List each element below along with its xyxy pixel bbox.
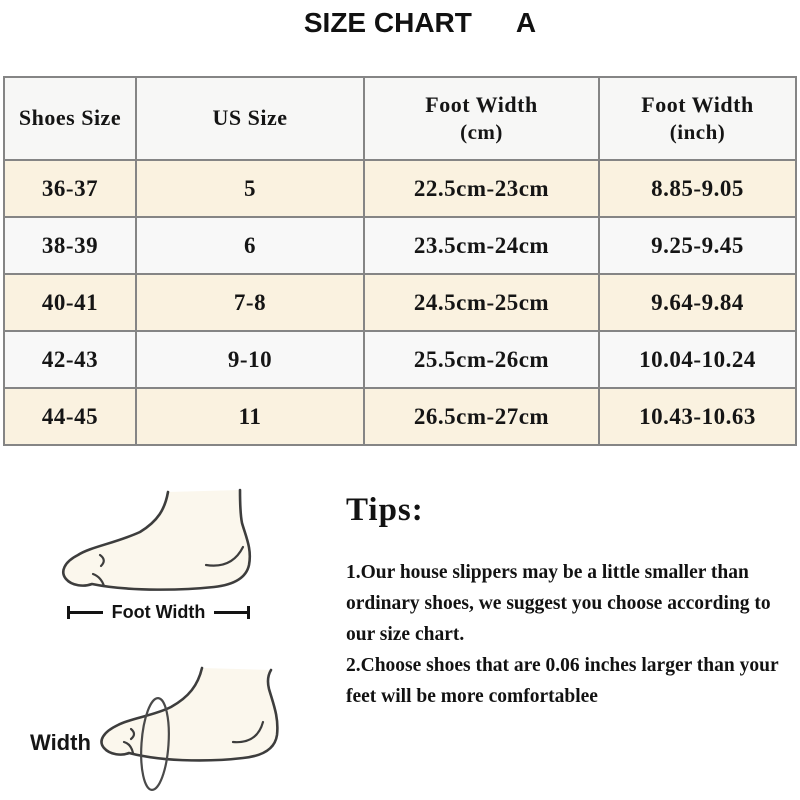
- column-header-us-size: [136, 77, 364, 160]
- table-cell: 36-37: [4, 160, 136, 217]
- column-header-shoes-size: [4, 77, 136, 160]
- table-cell: 9.64-9.84: [599, 274, 796, 331]
- page-title: [0, 7, 800, 39]
- dimension-segment: [214, 611, 247, 614]
- header-label: US Size: [212, 105, 288, 131]
- table-cell: 10.04-10.24: [599, 331, 796, 388]
- column-header-foot-width-inch: [599, 77, 796, 160]
- size-chart-table: [3, 76, 797, 446]
- foot-outline: [102, 668, 278, 760]
- table-row: [4, 217, 796, 274]
- dimension-segment: [70, 611, 103, 614]
- title-main: SIZE CHART: [303, 7, 472, 38]
- table-cell: 9.25-9.45: [599, 217, 796, 274]
- table-cell: 38-39: [4, 217, 136, 274]
- width-label: Width: [30, 730, 91, 755]
- tip-item-2: 2.Choose shoes that are 0.06 inches larger than your feet will be more comfortablee: [346, 655, 779, 707]
- header-label: Shoes Size: [18, 105, 122, 131]
- tips-section: [346, 492, 796, 712]
- tips-heading: Tips:: [346, 492, 424, 528]
- table-cell: 11: [136, 388, 364, 445]
- tip-item-1: 1.Our house slippers may be a little smaller than ordinary shoes, we suggest you choose according to our size chart.: [346, 562, 771, 645]
- table-cell: 44-45: [4, 388, 136, 445]
- table-cell: 25.5cm-26cm: [364, 331, 599, 388]
- table-cell: 22.5cm-23cm: [364, 160, 599, 217]
- foot-side-illustration: [56, 487, 256, 599]
- table-cell: 26.5cm-27cm: [364, 388, 599, 445]
- foot-width-dimension-line: [67, 602, 250, 623]
- table-row: [4, 331, 796, 388]
- foot-girth-illustration: [93, 655, 288, 795]
- table-cell: 24.5cm-25cm: [364, 274, 599, 331]
- header-sub-label: (inch): [669, 120, 726, 145]
- table-cell: 8.85-9.05: [599, 160, 796, 217]
- header-label: Foot Width: [641, 91, 754, 117]
- table-cell: 40-41: [4, 274, 136, 331]
- table-cell: 23.5cm-24cm: [364, 217, 599, 274]
- table-cell: 7-8: [136, 274, 364, 331]
- table-row: [4, 388, 796, 445]
- table-cell: 42-43: [4, 331, 136, 388]
- foot-width-label: Foot Width: [111, 602, 206, 622]
- title-variant: A: [515, 7, 537, 38]
- table-row: [4, 160, 796, 217]
- table-cell: 9-10: [136, 331, 364, 388]
- dimension-tick-right: [247, 606, 250, 619]
- header-sub-label: (cm): [460, 120, 503, 145]
- table-cell: 10.43-10.63: [599, 388, 796, 445]
- table-cell: 5: [136, 160, 364, 217]
- table-cell: 6: [136, 217, 364, 274]
- foot-outline: [63, 490, 250, 590]
- table-header-row: [4, 77, 796, 160]
- column-header-foot-width-cm: [364, 77, 599, 160]
- header-label: Foot Width: [425, 91, 538, 117]
- table-row: [4, 274, 796, 331]
